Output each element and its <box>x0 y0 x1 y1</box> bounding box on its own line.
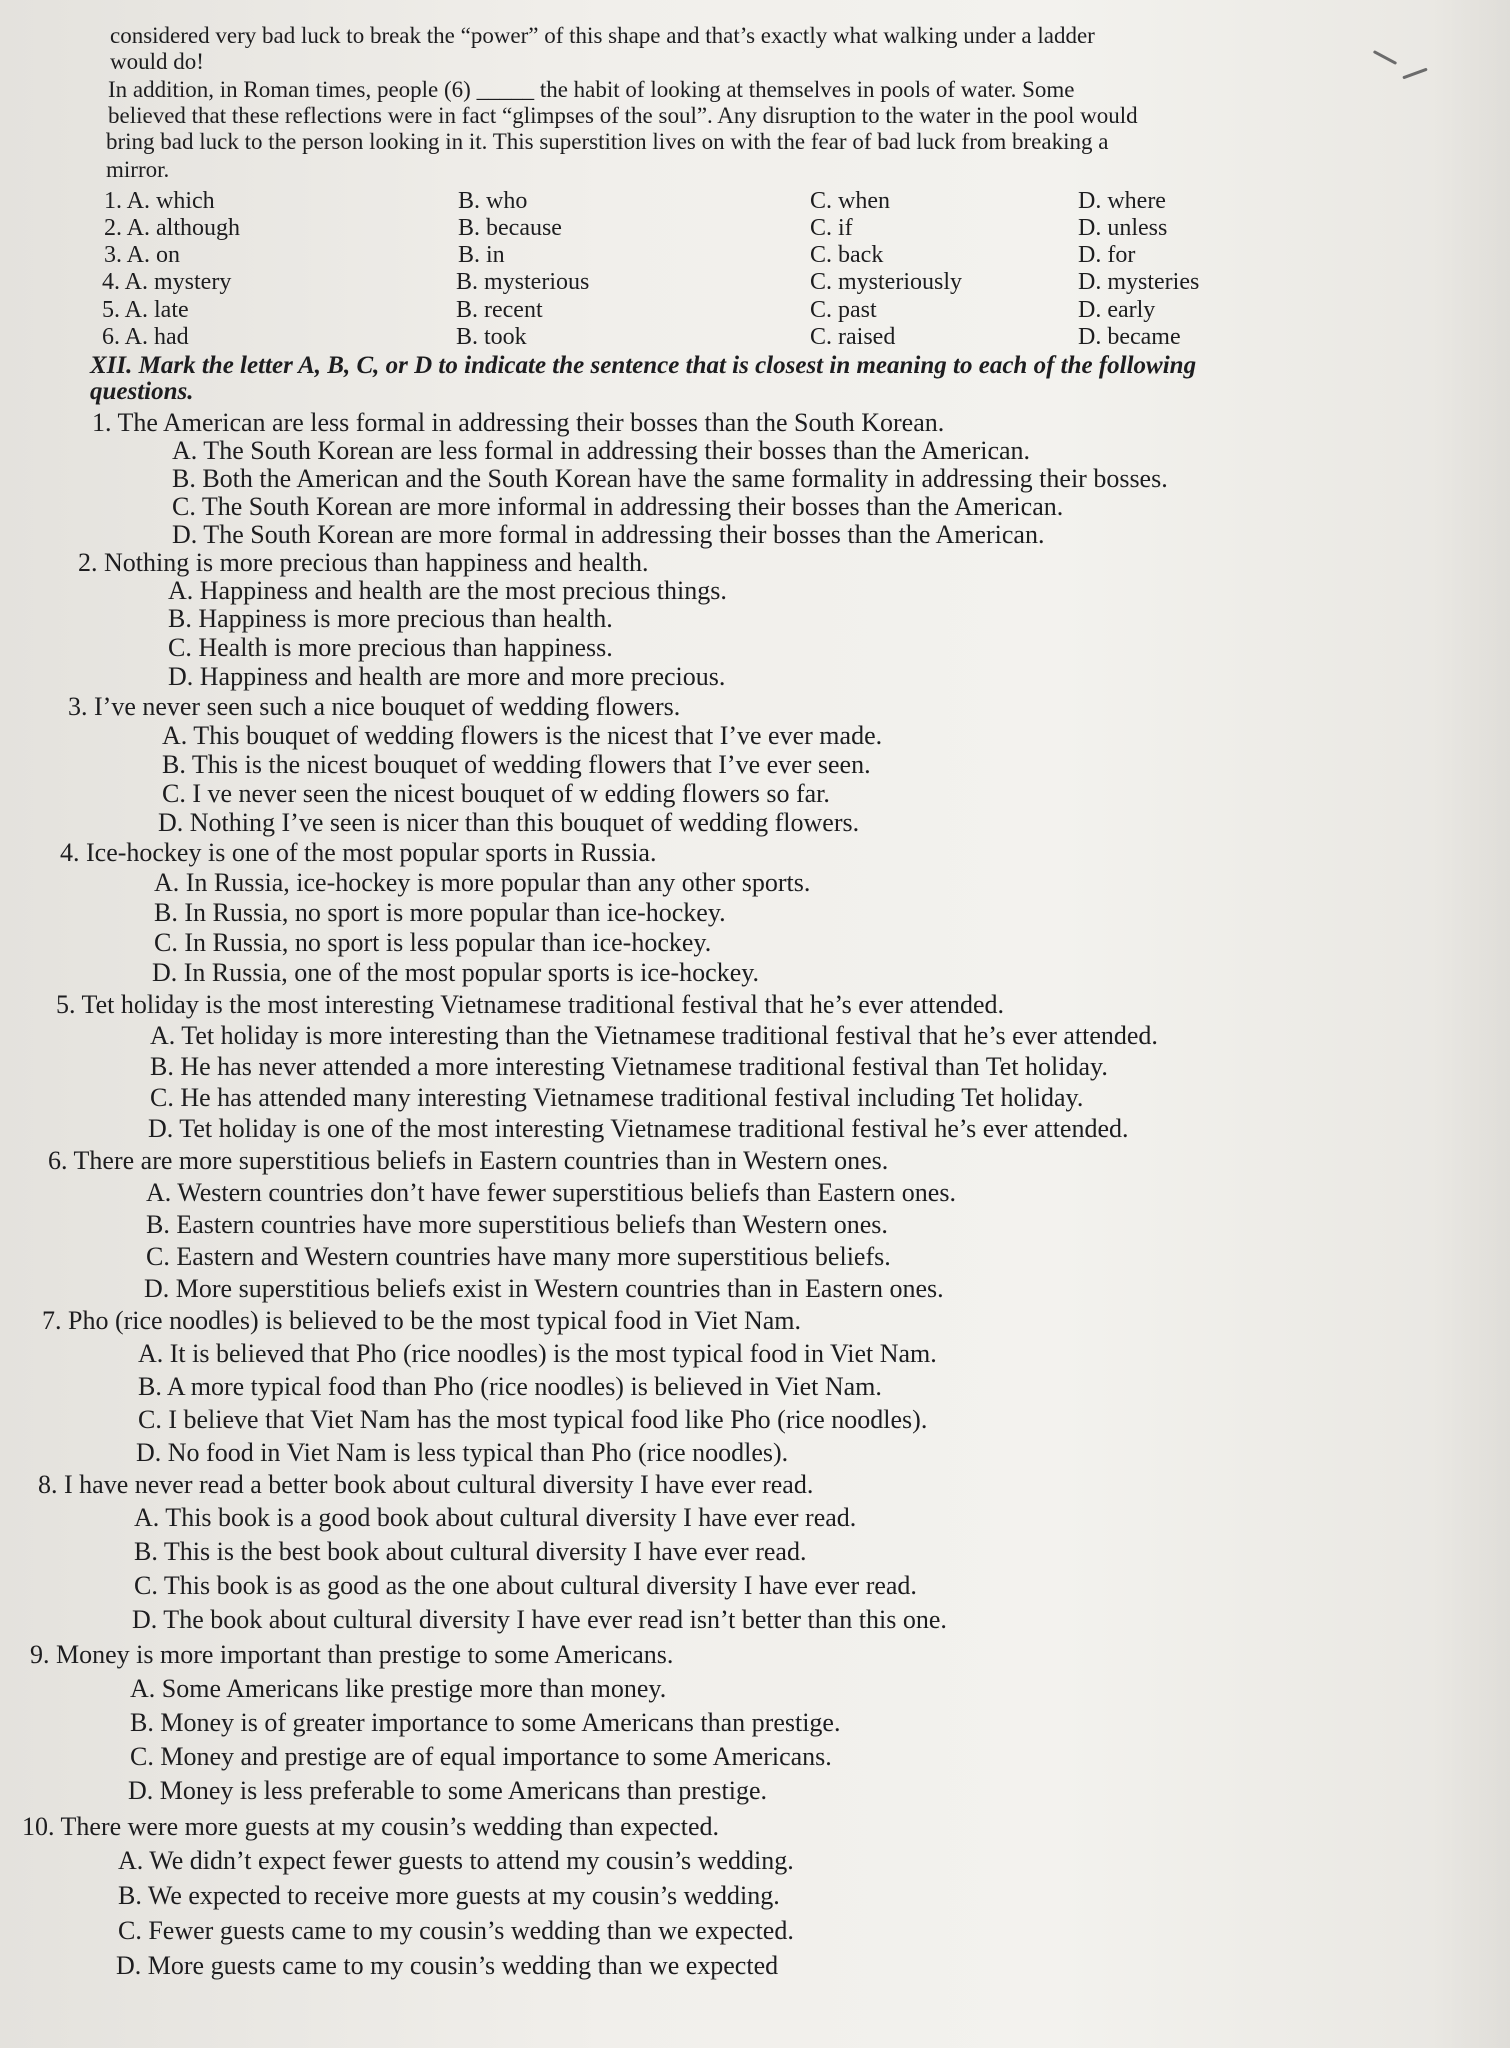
answer-option: B. This is the best book about cultural diversity I have ever read. <box>134 1537 807 1566</box>
option-d: D. early <box>1078 297 1156 323</box>
answer-option: C. The South Korean are more informal in addressing their bosses than the American. <box>172 492 1064 521</box>
option-b: B. mysterious <box>456 269 590 295</box>
question-stem: 10. There were more guests at my cousin’s wedding than expected. <box>22 1812 719 1841</box>
cloze-option-row <box>0 215 1510 243</box>
option-d: D. where <box>1078 188 1166 214</box>
question-stem: 9. Money is more important than prestige to some Americans. <box>30 1640 674 1669</box>
answer-option: A. It is believed that Pho (rice noodles) is the most typical food in Viet Nam. <box>138 1339 937 1368</box>
option-d: D. for <box>1078 242 1136 268</box>
option-d: D. became <box>1078 324 1181 350</box>
question-stem: 4. Ice-hockey is one of the most popular sports in Russia. <box>60 838 657 867</box>
section-heading-cont: questions. <box>90 378 194 405</box>
answer-option: B. Money is of greater importance to some Americans than prestige. <box>130 1708 841 1737</box>
option-c: C. mysteriously <box>810 269 963 295</box>
cloze-option-row <box>0 242 1510 270</box>
question-stem: 2. Nothing is more precious than happiness and health. <box>78 548 649 577</box>
page-shadow <box>1430 0 1510 2048</box>
passage-line: bring bad luck to the person looking in it. This superstition lives on with the fear of bad luck from breaking a <box>106 129 1109 154</box>
answer-option: B. Both the American and the South Korean have the same formality in addressing their bosses. <box>172 464 1168 493</box>
answer-option: C. Money and prestige are of equal importance to some Americans. <box>130 1742 832 1771</box>
answer-option: B. Happiness is more precious than health. <box>168 604 613 633</box>
option-c: C. when <box>810 188 890 214</box>
answer-option: D. Nothing I’ve seen is nicer than this bouquet of wedding flowers. <box>158 808 860 837</box>
option-b: B. recent <box>456 297 543 323</box>
option-b: B. who <box>458 188 528 214</box>
pencil-mark <box>1373 50 1397 65</box>
question-stem: 8. I have never read a better book about cultural diversity I have ever read. <box>38 1470 814 1499</box>
answer-option: D. Money is less preferable to some Americans than prestige. <box>128 1776 767 1805</box>
answer-option: C. Health is more precious than happiness. <box>168 633 613 662</box>
passage-line: considered very bad luck to break the “power” of this shape and that’s exactly what walking under a ladder <box>110 23 1095 48</box>
option-a: 2. A. although <box>104 215 240 241</box>
option-b: B. because <box>458 215 562 241</box>
answer-option: A. The South Korean are less formal in addressing their bosses than the American. <box>172 436 1031 465</box>
answer-option: B. This is the nicest bouquet of wedding flowers that I’ve ever seen. <box>162 750 871 779</box>
answer-option: C. This book is as good as the one about cultural diversity I have ever read. <box>134 1571 917 1600</box>
answer-option: A. We didn’t expect fewer guests to attend my cousin’s wedding. <box>118 1846 794 1875</box>
answer-option: D. In Russia, one of the most popular sports is ice-hockey. <box>152 958 760 987</box>
question-stem: 6. There are more superstitious beliefs in Eastern countries than in Western ones. <box>48 1146 889 1175</box>
question-stem: 3. I’ve never seen such a nice bouquet of wedding flowers. <box>68 692 681 721</box>
question-stem: 7. Pho (rice noodles) is believed to be the most typical food in Viet Nam. <box>42 1306 802 1335</box>
cloze-option-row <box>0 324 1510 352</box>
option-d: D. mysteries <box>1078 269 1200 295</box>
passage-line: believed that these reflections were in fact “glimpses of the soul”. Any disruption to the water in the pool would <box>108 103 1138 128</box>
answer-option: C. I ve never seen the nicest bouquet of w edding flowers so far. <box>162 779 830 808</box>
passage-line: mirror. <box>106 157 170 182</box>
option-b: B. took <box>456 324 527 350</box>
option-a: 5. A. late <box>102 297 189 323</box>
question-stem: 5. Tet holiday is the most interesting Vietnamese traditional festival that he’s ever attended. <box>56 990 1005 1019</box>
answer-option: D. Happiness and health are more and more precious. <box>168 662 726 691</box>
answer-option: A. Tet holiday is more interesting than the Vietnamese traditional festival that he’s ever attended. <box>150 1021 1158 1050</box>
passage-line: In addition, in Roman times, people (6) _____ the habit of looking at themselves in pools of water. Some <box>108 77 1075 102</box>
option-a: 1. A. which <box>104 188 215 214</box>
answer-option: A. Western countries don’t have fewer superstitious beliefs than Eastern ones. <box>146 1178 956 1207</box>
answer-option: D. More guests came to my cousin’s wedding than we expected <box>116 1951 779 1980</box>
option-a: 6. A. had <box>102 324 189 350</box>
question-stem: 1. The American are less formal in addressing their bosses than the South Korean. <box>92 408 945 437</box>
answer-option: D. Tet holiday is one of the most interesting Vietnamese traditional festival he’s ever attended. <box>148 1114 1129 1143</box>
option-c: C. if <box>810 215 853 241</box>
answer-option: D. More superstitious beliefs exist in Western countries than in Eastern ones. <box>144 1274 944 1303</box>
answer-option: C. I believe that Viet Nam has the most typical food like Pho (rice noodles). <box>138 1405 928 1434</box>
option-a: 3. A. on <box>104 242 181 268</box>
answer-option: B. We expected to receive more guests at my cousin’s wedding. <box>118 1881 780 1910</box>
option-c: C. past <box>810 297 877 323</box>
answer-option: C. Fewer guests came to my cousin’s wedding than we expected. <box>118 1916 794 1945</box>
answer-option: D. The South Korean are more formal in addressing their bosses than the American. <box>172 520 1045 549</box>
cloze-option-row <box>0 269 1510 297</box>
answer-option: B. He has never attended a more interesting Vietnamese traditional festival than Tet holiday. <box>150 1052 1108 1081</box>
answer-option: C. He has attended many interesting Vietnamese traditional festival including Tet holiday. <box>150 1083 1084 1112</box>
option-b: B. in <box>458 242 505 268</box>
answer-option: B. In Russia, no sport is more popular than ice-hockey. <box>154 898 726 927</box>
option-c: C. raised <box>810 324 896 350</box>
answer-option: B. Eastern countries have more superstitious beliefs than Western ones. <box>146 1210 888 1239</box>
answer-option: A. In Russia, ice-hockey is more popular than any other sports. <box>154 868 811 897</box>
answer-option: A. Happiness and health are the most precious things. <box>168 576 727 605</box>
answer-option: A. Some Americans like prestige more than money. <box>130 1674 667 1703</box>
answer-option: D. The book about cultural diversity I have ever read isn’t better than this one. <box>132 1605 947 1634</box>
option-d: D. unless <box>1078 215 1168 241</box>
passage-line: would do! <box>110 49 204 74</box>
cloze-option-row <box>0 297 1510 325</box>
answer-option: A. This bouquet of wedding flowers is the nicest that I’ve ever made. <box>162 721 883 750</box>
cloze-option-row <box>0 188 1510 216</box>
option-a: 4. A. mystery <box>102 269 232 295</box>
section-heading: XII. Mark the letter A, B, C, or D to indicate the sentence that is closest in meaning to each of the following <box>90 352 1197 379</box>
answer-option: C. Eastern and Western countries have many more superstitious beliefs. <box>146 1242 891 1271</box>
answer-option: C. In Russia, no sport is less popular than ice-hockey. <box>154 928 712 957</box>
option-c: C. back <box>810 242 884 268</box>
answer-option: A. This book is a good book about cultural diversity I have ever read. <box>134 1503 857 1532</box>
answer-option: D. No food in Viet Nam is less typical than Pho (rice noodles). <box>136 1438 789 1467</box>
answer-option: B. A more typical food than Pho (rice noodles) is believed in Viet Nam. <box>138 1372 882 1401</box>
pencil-mark <box>1402 68 1427 80</box>
